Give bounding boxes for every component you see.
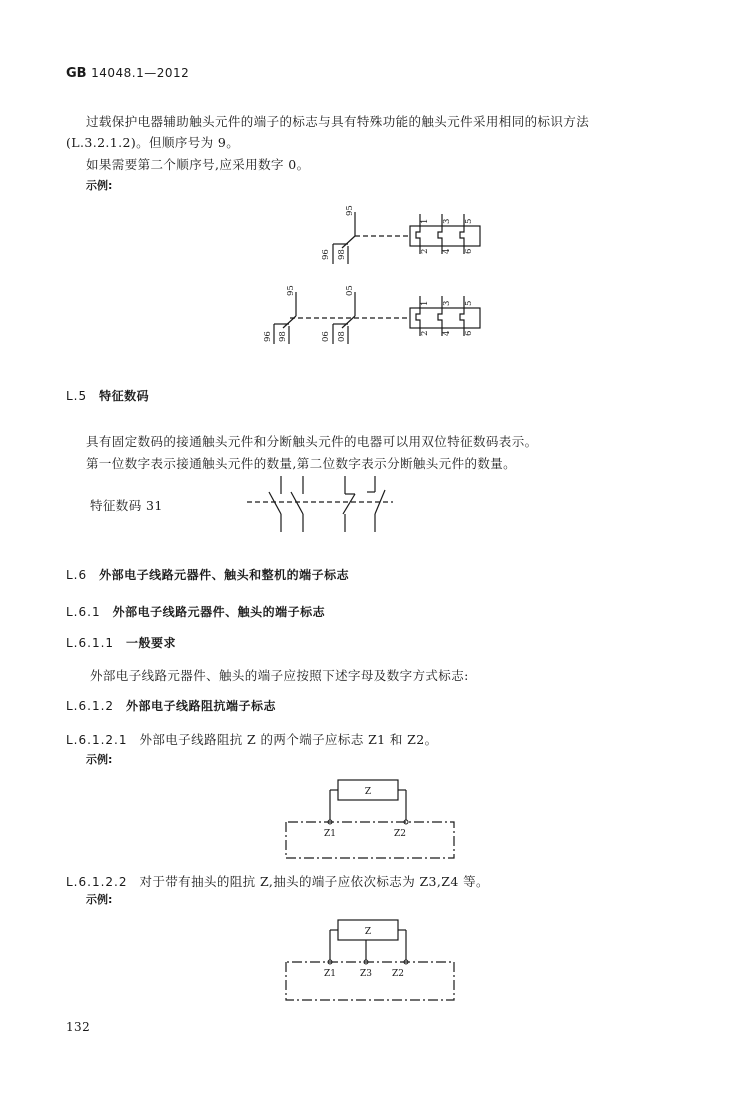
- section-number-l61: L.6.1: [66, 605, 101, 619]
- section-title-l612: 外部电子线路阻抗端子标志: [126, 699, 277, 713]
- intro-paragraph-line1: 过载保护电器辅助触头元件的端子的标志与具有特殊功能的触头元件采用相同的标识方法: [86, 114, 590, 129]
- terminal-4-top: 4: [442, 248, 452, 254]
- terminal-5-bottom: 5: [464, 300, 474, 306]
- feature-code-label: 特征数码 31: [90, 498, 163, 513]
- terminal-2-top: 2: [420, 248, 430, 254]
- section-number-l5: L.5: [66, 389, 88, 403]
- terminal-2-bottom: 2: [420, 330, 430, 336]
- contact-label-08: 08: [337, 331, 347, 342]
- section-title-l6: 外部电子线路元器件、触头和整机的端子标志: [99, 568, 350, 582]
- clause-l6122: [66, 872, 489, 890]
- contact-label-98-bottom: 98: [278, 331, 288, 342]
- terminal-5-top: 5: [464, 218, 474, 224]
- section-title-l611: 一般要求: [126, 636, 177, 650]
- contact-label-95-top: 95: [345, 205, 355, 216]
- section-number-l612: L.6.1.2: [66, 699, 115, 713]
- intro-paragraph-line2: (L.3.2.1.2)。但顺序号为 9。: [66, 135, 240, 150]
- terminal-6-top: 6: [464, 248, 474, 254]
- contact-label-06: 06: [321, 331, 331, 342]
- feature-code-symbol: [245, 470, 395, 538]
- example-label-3: 示例:: [86, 893, 113, 906]
- section-number-l611: L.6.1.1: [66, 636, 115, 650]
- impedance-figure-2: [280, 916, 460, 1002]
- section-number-l6: L.6: [66, 568, 88, 582]
- aux-contact-bottom-2: [321, 285, 355, 344]
- section-title-l5: 特征数码: [99, 389, 150, 403]
- standard-prefix: GB: [66, 66, 87, 81]
- example-label-2: 示例:: [86, 753, 113, 766]
- contact-label-96-top: 96: [321, 249, 331, 260]
- terminal-3-top: 3: [442, 218, 452, 224]
- section-heading-l6: [66, 566, 349, 583]
- terminal-1-top: 1: [420, 218, 430, 224]
- terminal-z1-fig1: Z1: [324, 829, 336, 839]
- page-number: 132: [66, 1020, 91, 1034]
- l5-paragraph-1: 具有固定数码的接通触头元件和分断触头元件的电器可以用双位特征数码表示。: [86, 434, 538, 449]
- clause-number-l6122: L.6.1.2.2: [66, 875, 128, 889]
- standard-header: [66, 66, 189, 81]
- l5-paragraph-2: 第一位数字表示接通触头元件的数量,第二位数字表示分断触头元件的数量。: [86, 456, 517, 471]
- terminal-1-bottom: 1: [420, 300, 430, 306]
- intro-paragraph-2: 如果需要第二个顺序号,应采用数字 0。: [86, 157, 310, 172]
- contact-label-96-bottom: 96: [263, 331, 273, 342]
- clause-text-l6121: 外部电子线路阻抗 Z 的两个端子应标志 Z1 和 Z2。: [139, 732, 438, 747]
- main-terminal-block-top: [410, 214, 480, 254]
- main-terminal-block-bottom: [410, 296, 480, 336]
- impedance-figure-1: [280, 776, 460, 860]
- contact-label-95-bottom: 95: [286, 285, 296, 296]
- clause-text-l6122: 对于带有抽头的阻抗 Z,抽头的端子应依次标志为 Z3,Z4 等。: [139, 874, 489, 889]
- impedance-label-2: Z: [364, 927, 372, 937]
- impedance-label-1: Z: [364, 787, 372, 797]
- terminal-4-bottom: 4: [442, 330, 452, 336]
- section-heading-l611: [66, 634, 176, 651]
- clause-number-l6121: L.6.1.2.1: [66, 733, 128, 747]
- example-label-1: 示例:: [86, 179, 113, 192]
- section-heading-l612: [66, 697, 276, 714]
- terminal-z2-fig2: Z2: [392, 969, 404, 979]
- aux-contact-bottom-1: [263, 285, 296, 344]
- standard-code: 14048.1—2012: [91, 66, 190, 80]
- contact-label-05: 05: [345, 285, 355, 296]
- terminal-z3-fig2: Z3: [360, 969, 372, 979]
- terminal-6-bottom: 6: [464, 330, 474, 336]
- l611-paragraph: 外部电子线路元器件、触头的端子应按照下述字母及数字方式标志:: [90, 668, 469, 683]
- terminal-z2-fig1: Z2: [394, 829, 406, 839]
- section-title-l61: 外部电子线路元器件、触头的端子标志: [112, 605, 326, 619]
- aux-contact-top: [321, 205, 410, 264]
- auxiliary-contact-figure: [263, 198, 500, 358]
- contact-label-98-top: 98: [337, 249, 347, 260]
- clause-l6121: [66, 730, 438, 748]
- terminal-3-bottom: 3: [442, 300, 452, 306]
- section-heading-l61: [66, 603, 325, 620]
- terminal-z1-fig2: Z1: [324, 969, 336, 979]
- section-heading-l5: [66, 387, 149, 404]
